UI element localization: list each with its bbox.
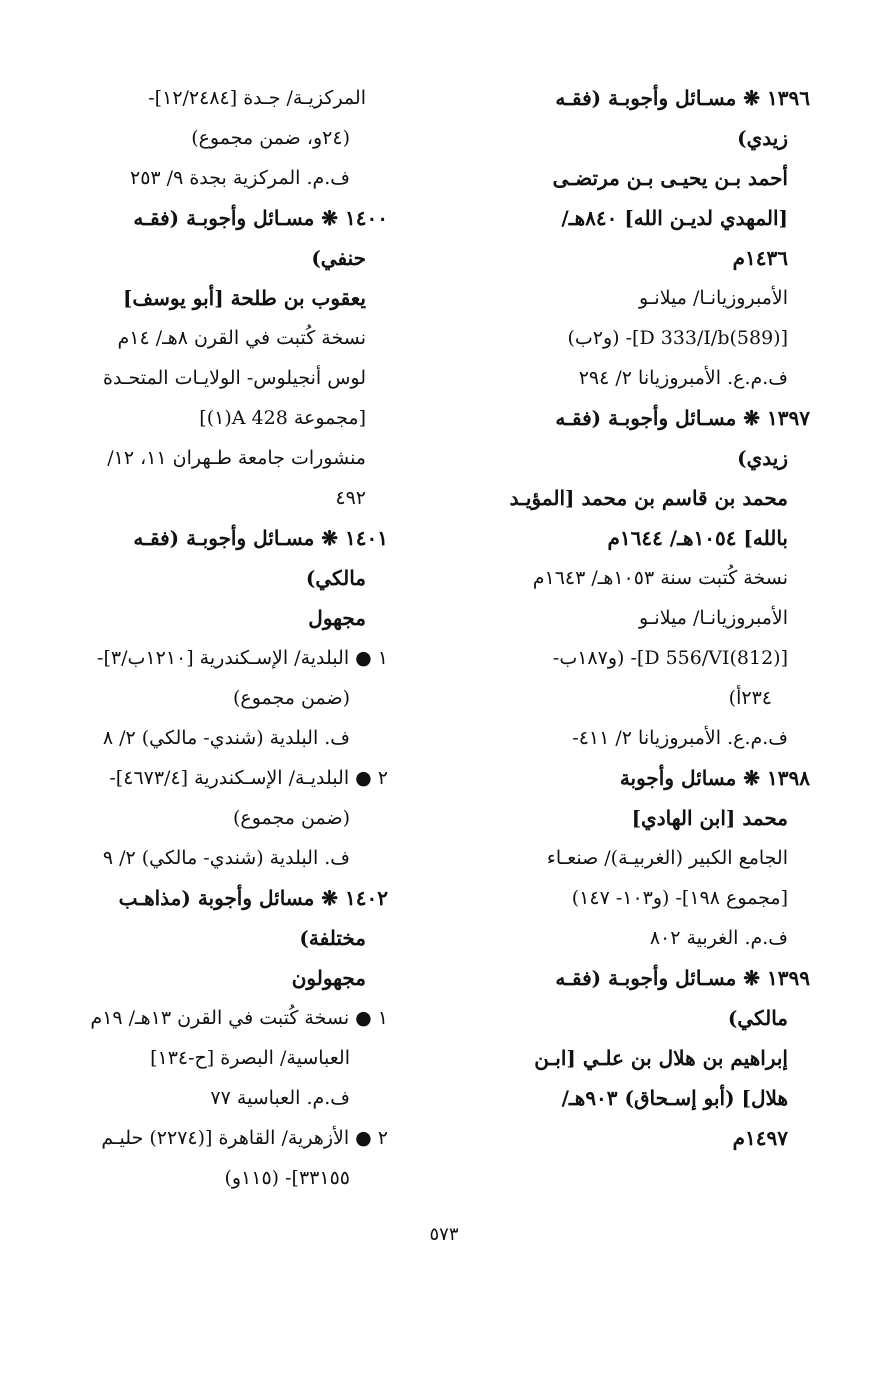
right-col-line: [D 556/VI(812)]- (و١٨٧ب- (552, 647, 788, 669)
right-col-entry-heading-cont: زيدي) (737, 446, 788, 470)
right-col-line: الجامع الكبير (الغربيـة)/ صنعـاء (546, 847, 788, 869)
page-number: ٥٧٣ (429, 1224, 459, 1245)
right-col-line: الأمبروزيانـا/ ميلانـو (639, 607, 788, 629)
left-col-line: لوس أنجيلوس- الولايـات المتحـدة (103, 367, 366, 389)
left-col-line: [مجموعة A 428(١)] (199, 407, 366, 429)
left-col-entry-heading: ١٤٠١ ❋ مسـائل وأجوبـة (فقـه (133, 526, 388, 550)
right-col-entry-heading-cont: زيدي) (737, 126, 788, 150)
right-col-entry-heading-cont: مالكي) (727, 1006, 788, 1030)
right-col-author-line: بالله] ١٠٥٤هـ/ ١٦٤٤م (607, 526, 788, 550)
right-col-author-line: إبراهيم بن هلال بن علـي [ابـن (534, 1046, 788, 1070)
right-col-line: [مجموع ١٩٨]- (و١٠٣- ١٤٧) (571, 887, 788, 909)
left-col-entry-heading-cont: مختلفة) (299, 926, 366, 950)
left-col-author-line: مجهول (308, 606, 366, 630)
left-col-line: ف.م. المركزية بجدة ٩/ ٢٥٣ (130, 167, 350, 189)
right-col-entry-heading: ١٣٩٩ ❋ مسـائل وأجوبـة (فقـه (555, 966, 810, 990)
right-col-entry-heading: ١٣٩٦ ❋ مسـائل وأجوبـة (فقـه (555, 86, 810, 110)
left-col-line: منشورات جامعة طـهران ١١، ١٢/ (107, 447, 366, 469)
right-col-entry-heading: ١٣٩٧ ❋ مسـائل وأجوبـة (فقـه (555, 406, 810, 430)
left-col-entry-heading-cont: مالكي) (305, 566, 366, 590)
left-col-author-line: يعقوب بن طلحة [أبو يوسف] (122, 286, 366, 310)
left-col-entry-heading: ١٤٠٢ ❋ مسائل وأجوبة (مذاهـب (118, 886, 388, 910)
left-col-line: ٤٩٢ (335, 487, 366, 509)
right-col-author-line: هلال] (أبو إسـحاق) ٩٠٣هـ/ (561, 1086, 788, 1110)
left-col-line: العباسية/ البصرة [ح-١٣٤] (150, 1047, 350, 1069)
right-col-author-line: أحمد بـن يحيـى بـن مرتضـى (552, 166, 788, 190)
left-col-line: ١ ● نسخة كُتبت في القرن ١٣هـ/ ١٩م (90, 1007, 388, 1029)
right-column (470, 78, 810, 1158)
left-col-line: (ضمن مجموع) (232, 687, 350, 709)
right-col-line: ٢٣٤أ) (728, 687, 772, 709)
left-col-author-line: مجهولون (291, 966, 366, 990)
right-col-author-line: محمد [ابن الهادي] (631, 806, 788, 830)
left-col-line: ف. البلدية (شندي- مالكي) ٢/ ٩ (102, 847, 350, 869)
left-col-line: (ضمن مجموع) (232, 807, 350, 829)
left-col-line: (٢٤و، ضمن مجموع) (191, 127, 350, 149)
right-col-line: نسخة كُتبت سنة ١٠٥٣هـ/ ١٦٤٣م (532, 567, 788, 589)
left-col-line: ٢ ● البلديـة/ الإسـكندرية [٤٦٧٣/٤]- (109, 767, 388, 789)
left-col-entry-heading-cont: حنفي) (311, 246, 366, 270)
right-col-line: ف.م.ع. الأمبروزيانا ٢/ ٢٩٤ (578, 367, 788, 389)
right-col-author-line: ١٤٣٦م (732, 246, 788, 270)
left-col-line: نسخة كُتبت في القرن ٨هـ/ ١٤م (117, 327, 366, 349)
right-col-line: [D 333/I/b(589)]- (و٢ب) (567, 327, 788, 349)
right-col-line: ف.م.ع. الأمبروزيانا ٢/ ٤١١- (572, 727, 788, 749)
left-col-line: المركزيـة/ جـدة [١٢/٢٤٨٤]- (148, 87, 366, 109)
right-col-line: الأمبروزيانـا/ ميلانـو (639, 287, 788, 309)
right-col-author-line: محمد بن قاسم بن محمد [المؤيـد (509, 486, 788, 510)
left-col-entry-heading: ١٤٠٠ ❋ مسـائل وأجوبـة (فقـه (133, 206, 388, 230)
right-col-author-line: [المهدي لديـن الله] ٨٤٠هـ/ (561, 206, 788, 230)
right-col-line: ف.م. الغربية ٨٠٢ (649, 927, 788, 949)
right-col-author-line: ١٤٩٧م (732, 1126, 788, 1150)
right-col-entry-heading: ١٣٩٨ ❋ مسائل وأجوبة (619, 766, 810, 790)
left-col-line: ٢ ● الأزهرية/ القاهرة [(٢٢٧٤) حليـم (101, 1127, 388, 1149)
left-col-line: ١ ● البلدية/ الإسـكندرية [١٢١٠ب/٣]- (97, 647, 388, 669)
left-col-line: ف.م. العباسية ٧٧ (210, 1087, 350, 1109)
left-col-line: ٣٣١٥٥]- (١١٥و) (224, 1167, 350, 1189)
left-col-line: ف. البلدية (شندي- مالكي) ٢/ ٨ (102, 727, 350, 749)
left-column (86, 78, 388, 1198)
